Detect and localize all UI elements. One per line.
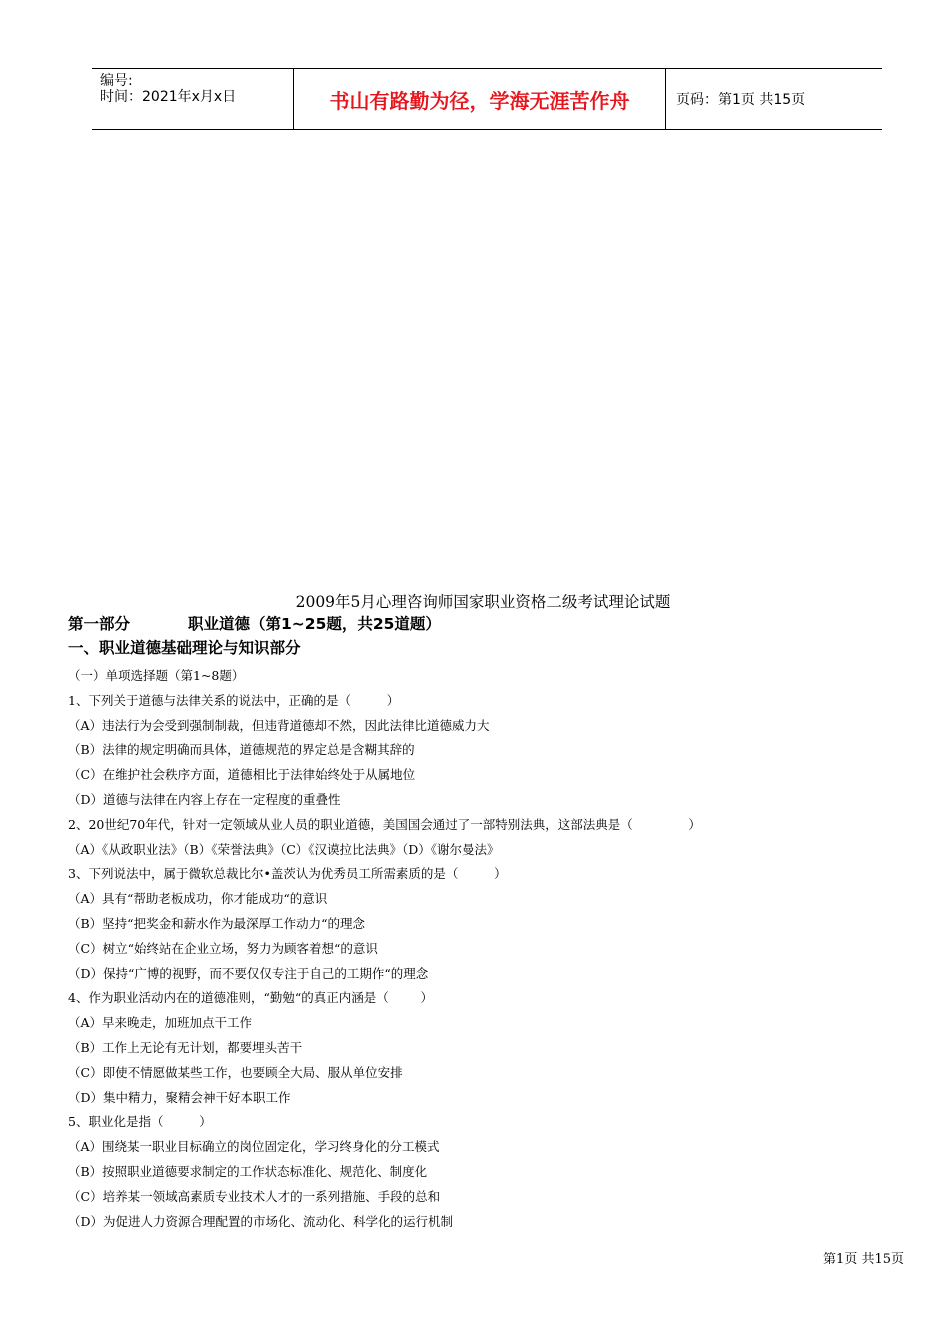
subsection-heading: （一）单项选择题（第1~8题） — [68, 668, 245, 683]
option-line: （C）培养某一领域高素质专业技术人才的一系列措施、手段的总和 — [68, 1188, 441, 1204]
question-list — [68, 663, 898, 1233]
option-line: （A）围绕某一职业目标确立的岗位固定化，学习终身化的分工模式 — [68, 1139, 440, 1155]
document-title: 2009年5月心理咨询师国家职业资格二级考试理论试题 — [295, 593, 671, 611]
part-heading — [68, 613, 898, 637]
option-line: （B）工作上无论有无计划，都要埋头苦干 — [68, 1039, 303, 1055]
header-meta — [92, 69, 293, 129]
option-line: （C）即使不情愿做某些工作，也要顾全大局、服从单位安排 — [68, 1064, 403, 1080]
header-number-label: 编号: — [100, 73, 133, 89]
document-body — [68, 591, 898, 1233]
header-time-label: 时间：2021年x月x日 — [100, 89, 237, 105]
option-line: （D）为促进人力资源合理配置的市场化、流动化、科学化的运行机制 — [68, 1213, 454, 1229]
question-1: 1、下列关于道德与法律关系的说法中，正确的是（ ） — [68, 692, 400, 708]
question-5: 5、职业化是指（ ） — [68, 1114, 212, 1130]
question-2: 2、20世纪70年代，针对一定领域从业人员的职业道德，美国国会通过了一部特别法典，这部法典是（ ） — [68, 816, 701, 832]
option-line: （D）道德与法律在内容上存在一定程度的重叠性 — [68, 791, 341, 807]
option-line: （B）按照职业道德要求制定的工作状态标准化、规范化、制度化 — [68, 1163, 428, 1179]
option-line: （A）早来晚走，加班加点干工作 — [68, 1015, 253, 1031]
option-line: （D）保持“广博的视野，而不要仅仅专注于自己的工期作“的理念 — [68, 965, 429, 981]
part-title: 职业道德（第1~25题，共25道题） — [188, 615, 441, 633]
page-footer: 第1页 共15页 — [823, 1252, 904, 1267]
option-line: （D）集中精力，聚精会神干好本职工作 — [68, 1089, 291, 1105]
option-line: （A）违法行为会受到强制制裁，但违背道德却不然，因此法律比道德威力大 — [68, 717, 490, 733]
option-line: （C）树立“始终站在企业立场，努力为顾客着想“的意识 — [68, 940, 378, 956]
question-3: 3、下列说法中，属于微软总裁比尔•盖茨认为优秀员工所需素质的是（ ） — [68, 866, 507, 882]
header-motto: 书山有路勤为径，学海无涯苦作舟 — [293, 69, 666, 129]
option-line: （A）具有“帮助老板成功，你才能成功“的意识 — [68, 891, 328, 907]
part-label: 第一部分 — [68, 615, 131, 633]
option-line: （A）《从政职业法》（B）《荣誉法典》（C）《汉谟拉比法典》（D）《谢尔曼法》 — [68, 841, 500, 857]
header-page-info: 页码：第1页 共15页 — [676, 92, 806, 108]
question-4: 4、作为职业活动内在的道德准则，“勤勉“的真正内涵是（ ） — [68, 990, 434, 1006]
option-line: （B）坚持“把奖金和薪水作为最深厚工作动力“的理念 — [68, 915, 365, 931]
section-heading: 一、职业道德基础理论与知识部分 — [68, 639, 301, 657]
option-line: （B）法律的规定明确而具体，道德规范的界定总是含糊其辞的 — [68, 742, 415, 758]
option-line: （C）在维护社会秩序方面，道德相比于法律始终处于从属地位 — [68, 767, 416, 783]
page-header — [92, 68, 882, 130]
